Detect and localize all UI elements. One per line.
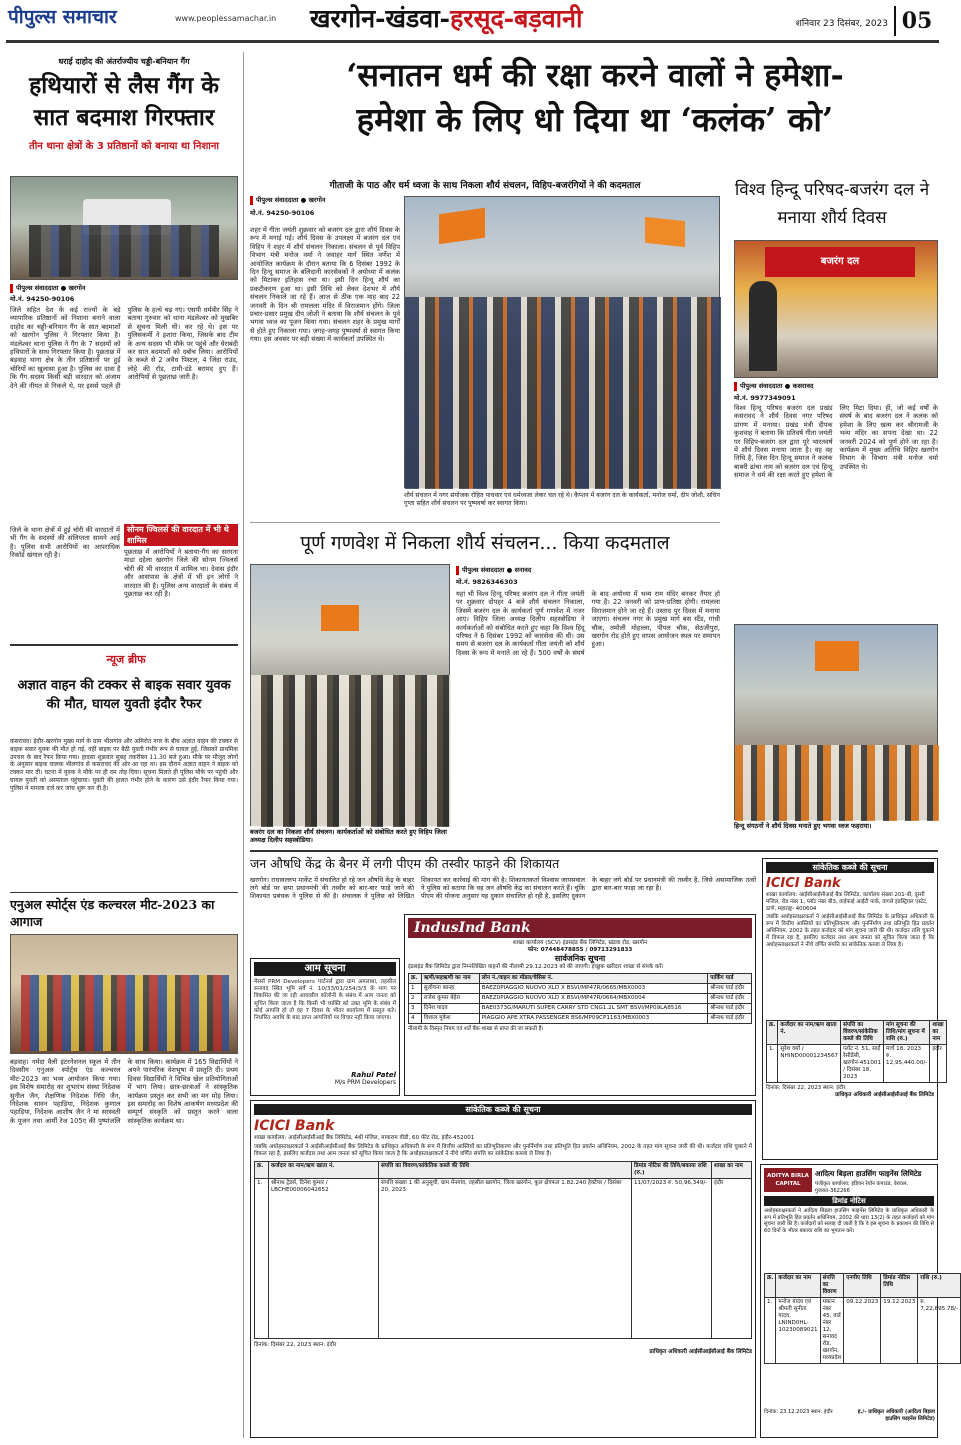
uniformed-marchers — [251, 675, 451, 827]
aditya-col-borrower: कर्जदार का नाम — [776, 1274, 820, 1298]
main-body-col2 — [252, 226, 253, 227]
public-notice-body: मेसर्स PRM Developers पार्टनर्स द्वारा ग्राम अमलाथा, तहसील सनावद स्थित भूमि सर्वे नं. 10/33/01/254/3/3 के भाग पर विकसित की जा रही आवासीय कॉलोनी के संबंध में आम जनता को सूचित किया जाता है कि किसी भी व्यक्ति को उक्त भूमि के संबंध में कोई आपत्ति हो तो वह 7 दिवस के भीतर कार्यालय में प्रस्तुत करे। निर्धारित अवधि के बाद प्राप्त आपत्तियों पर विचार नहीं किया जाएगा। — [254, 979, 396, 1022]
table-cell: राजेश कुमार बेहेरा — [421, 994, 479, 1004]
table-row — [409, 984, 752, 994]
aditya-date-place: दिनांक: 23.12.2023 स्थान: इंदौर — [764, 1409, 833, 1415]
saffron-flag-3 — [321, 605, 359, 631]
table-cell: सुलोचना कान्हा — [421, 984, 479, 994]
icici2-heading: सांकेतिक कब्जे की सूचना — [254, 1104, 752, 1115]
vhp-phone: मो.नं. 9977349091 — [734, 394, 796, 402]
issue-date: शनिवार 23 दिसंबर, 2023 — [795, 19, 888, 29]
aditya-col-npa: एनपीए तिथि — [844, 1274, 881, 1298]
table-cell: 11/07/2023 रु. 50,96,349/- — [632, 1179, 712, 1339]
table-cell: 19.12.2023 — [881, 1298, 918, 1364]
aditya-address: पंजीकृत कार्यालय: इंडियन रेयॉन कंपाउंड, वेरावल, गुजरात-362266 — [815, 1181, 909, 1194]
main-phone: मो.नं. 94250-90106 — [250, 209, 315, 217]
table-cell: PIAGGIO APE XTRA PASSENGER BS6/MP09CP1163/MBX0003 — [479, 1014, 708, 1024]
gang-byline: पीपुल्स संवाददाता ● खरगोन — [10, 284, 120, 293]
table-cell: BAEZ0PIAGGIO NUOVO XLD X BSVI/MP47R/0664/MBX0004 — [479, 994, 708, 1004]
gang-subhead-2: सोनम ज्विलर्स की वारदात में भी थे शामिल — [124, 524, 238, 546]
aditya-table-wrap — [764, 1273, 959, 1403]
table-cell: मार्च 18, 2023 रु. 12,95,440.00/- — [884, 1045, 930, 1083]
table-row — [255, 1179, 752, 1339]
table-cell: 3 — [409, 1004, 422, 1014]
table-cell: इंदौर — [712, 1179, 752, 1339]
region-title — [310, 2, 660, 36]
icici2-col-branch: शाखा का नाम — [712, 1162, 752, 1179]
table-row — [767, 1045, 947, 1083]
region-title-part-2: हरसूद-बड़वानी — [450, 4, 583, 33]
indusind-intro: इंडसइंड बैंक लिमिटेड द्वारा निम्नलिखित वाहनों की नीलामी 29.12.2023 को की जाएगी। इच्छुक खरीदार शाखा से संपर्क करें। — [408, 964, 664, 970]
table-cell: श्रीनाथ यार्ड इंदौर — [708, 984, 752, 994]
sports-event-photo — [10, 934, 238, 1054]
icici-notice-1 — [760, 854, 938, 855]
aditya-birla-notice — [760, 1164, 959, 1438]
table-cell: श्रीनाथ यार्ड इंदौर — [708, 994, 752, 1004]
main-subhead: गीताजी के पाठ और धर्म ध्वजा के साथ निकला शौर्य संचलन, विहिप-बजरंगियों ने की कदमताल — [329, 181, 641, 191]
indusind-heading: सार्वजनिक सूचना — [554, 954, 606, 963]
brief-rule — [10, 644, 238, 646]
aditya-company: आदित्य बिड़ला हाउसिंग फाइनेंस लिमिटेड — [815, 1169, 922, 1178]
table-cell: 1. — [767, 1045, 778, 1083]
public-notice-box — [250, 958, 400, 1096]
dancers-group — [21, 975, 229, 1051]
icici2-sign: प्राधिकृत अधिकारी आईसीआईसीआई बैंक लिमिटेड — [649, 1349, 752, 1356]
icici1-sign: प्राधिकृत अधिकारी आईसीआईसीआई बैंक लिमिटेड — [835, 1092, 934, 1099]
seated-crowd — [735, 745, 939, 821]
icici2-table — [254, 1161, 752, 1339]
icici2-col-property: संपत्ति का विवरण/सांकेतिक कब्जे की तिथि — [379, 1162, 632, 1179]
region-title-part-1: खरगोन-खंडवा- — [310, 4, 451, 33]
icici1-heading: सांकेतिक कब्जे की सूचना — [766, 862, 934, 873]
aditya-col-notice: डिमांड नोटिस तिथि — [881, 1274, 918, 1298]
procession-photo-large — [404, 196, 720, 488]
icici2-intro: जबकि अधोहस्ताक्षरकर्ता ने आईसीआईसीआई बैंक लिमिटेड के प्राधिकृत अधिकारी के रूप में वित्तीय आस्तियों का प्रतिभूतिकरण और पुनर्निर्माण तथा प्रतिभूति हित प्रवर्तन अधिनियम, 2002 के तहत मांग सूचना जारी की थी। कर्जदार राशि चुकाने में विफल रहा है, इसलिए कर्जदार तथा आम जनता को सूचित किया जाता है कि अधोहस्ताक्षरकर्ता ने नीचे वर्णित संपत्ति का सांकेतिक कब्जा ले लिया है। — [254, 1144, 752, 1158]
indusind-col-loan: लोन नं./वाहन का मॉडल/चेसिस नं. — [479, 974, 708, 984]
aditya-birla-logo-line-1: ADITYA BIRLA — [767, 1173, 809, 1179]
table-cell: इंदौर — [930, 1045, 946, 1083]
main-headline-line-1: ‘सनातन धर्म की रक्षा करने वालों ने हमेशा- — [346, 56, 844, 94]
gang-arrest-photo — [10, 176, 238, 280]
indusind-notice — [404, 914, 756, 1096]
aditya-table — [764, 1273, 961, 1364]
table-cell: 4 — [409, 1014, 422, 1024]
aditya-col-sr: क्र. — [765, 1274, 776, 1298]
table-row — [409, 1014, 752, 1024]
vhp-headline: विश्व हिन्दू परिषद-बजरंग दल ने मनाया शौर्य दिवस — [734, 180, 930, 228]
main-bottom-rule — [250, 522, 720, 523]
gang-headline: हथियारों से लैस गैंग के सात बदमाश गिरफ्तार — [29, 72, 219, 131]
brief-label: न्यूज ब्रीफ — [106, 653, 146, 666]
icici2-address: शाखा कार्यालय: आईसीआईसीआई बैंक लिमिटेड, 4थी मंजिल, मायाराम वीडी, 60 फीट रोड, इंदौर-452001 — [254, 1135, 475, 1141]
sports-headline: एनुअल स्पोर्ट्स एंड कल्चरल मीट-2023 का आगाज — [10, 897, 215, 929]
indusind-col-sr: क्र. — [409, 974, 422, 984]
flag-photo-caption: हिन्दू संगठनों ने शौर्य दिवस मनाते हुए भगवा ध्वज फहराया। — [734, 822, 872, 830]
table-cell: 1. — [255, 1179, 269, 1339]
main-body: शहर में गीता जयंती शुक्रवार को बजरंग दल द्वारा शौर्य दिवस के रूप में मनाई गई। शौर्य दिवस के उपलक्ष्य में बजरंग दल एवं विहिप ने शहर में शौर्य संचलन निकाला। संचलन से पूर्व विहिप विभाग मंत्री मनोज वर्मा ने जवाहर मार्ग स्थित वर्णेश में आयोजित कार्यक्रम के दौरान बताया कि 6 दिसंबर 1992 के दिन हिन्दू समाज के बलिदानी कारसेवकों ने अयोध्या में कलंक को मिटाकर इतिहास रचा था। इसी दिन हिन्दू शौर्य का प्रकटीकरण हुआ था। इसी तिथि को लेकर देशभर में शौर्य संचलन निकाले जा रहे हैं। आज से ठीक एक माह बाद 22 जनवरी के दिन श्री रामलला मंदिर में विराजमान होंगे। जिला प्रचार-प्रसार प्रमुख दीप जोशी ने बताया कि शौर्य संचलन के पूर्व भगवा ध्वज का पूजन किया गया। संचलन शहर के प्रमुख मार्गों से होते हुए निकाला गया। जगह-जगह पुष्पवर्षा से स्वागत किया गया। इस अवसर पर बड़ी संख्या में कार्यकर्ता उपस्थित थे। — [250, 226, 400, 344]
indusind-col-yard: पार्किंग यार्ड — [708, 974, 752, 984]
table-cell: श्रीनाथ यार्ड इंदौर — [708, 1004, 752, 1014]
sanchalan-photo-caption: बजरंग दल का निकला शौर्य संचलन। कार्यकर्ताओं को संबोधित करते हुए विहिप जिला अध्यक्ष दिलीप सहस्त्रोडिया। — [250, 828, 450, 848]
gang-body-2: पूछताछ में आरोपियों ने बताया-गैंग का सरगना माडा दहेला खरगोन जिले की सोनम ज्विलर्स चोरी की भी वारदात में शामिल था। देवास इंदौर और आसपास के क्षेत्रों में भी इन लोगों ने वारदात की है। पुलिस अन्य वारदातों के संबंध में पूछताछ कर रही है। — [124, 548, 238, 599]
sanchalan-phone: मो.नं. 9826346303 — [456, 578, 518, 586]
saffron-flag-4 — [815, 641, 859, 671]
speaker-figure — [749, 281, 777, 371]
icici1-col-property: संपत्ति का विवरण/सांकेतिक कब्जे की तिथि — [841, 1021, 884, 1045]
brand-logo: पीपुल्स समाचार — [8, 6, 117, 28]
indusind-phone: फोन: 07448478855 / 09713291833 — [527, 947, 633, 953]
page-number: 05 — [894, 6, 938, 36]
masthead-rule — [6, 40, 939, 43]
icici2-col-sr: क्र. — [255, 1162, 269, 1179]
marching-crowd — [405, 297, 721, 489]
icici1-logo: ICICI Bank — [766, 876, 841, 891]
table-cell: रु. 7,22,895.78/- — [918, 1298, 961, 1364]
aditya-intro: अधोहस्ताक्षरकर्ता ने आदित्य बिड़ला हाउसिंग फाइनेंस लिमिटेड के प्राधिकृत अधिकारी के रूप में प्रतिभूति हित प्रवर्तन अधिनियम, 2002 की धारा 13(2) के तहत कर्जदारों को मांग सूचना जारी की है। कर्जदारों को सलाह दी जाती है कि वे इस सूचना के प्रकाशन की तिथि से 60 दिनों के भीतर बकाया राशि का भुगतान करें। — [764, 1208, 934, 1234]
left-column-divider — [243, 52, 244, 1438]
table-cell: मनोज यादव एवं श्रीमती सुनीता यादव, LNIND0HL-10230089021 — [776, 1298, 820, 1364]
indusind-branch: शाखा कार्यालय (SCV) इंडसइंड बैंक लिमिटेड, खंडवा रोड, खरगोन — [512, 940, 648, 946]
gang-kicker: धराई दाहोद की अंतर्राज्यीय चड्डी-बनियान गैंग — [58, 57, 190, 66]
icici2-col-borrower: कर्जदार का नाम/ऋण खाता नं. — [269, 1162, 379, 1179]
janaushadhi-headline: जन औषधि केंद्र के बैनर में लगी पीएम की तस्वीर फाड़ने की शिकायत — [250, 856, 560, 871]
table-cell: 2 — [409, 994, 422, 1004]
table-cell: 1 — [409, 984, 422, 994]
gang-body: जिले सहित देश के कई राज्यों के बड़े व्यापारिक प्रतिष्ठानों को निशाना बनाने वाला दाहोद का चड्डी-बनियान गैंग के सात बदमाशों को खरगोन पुलिस ने गिरफ्तार किया है। मंडलेश्वर थाना पुलिस ने गैंग के 7 सदस्यों को हथियारों के साथ गिरफ्तार किया है। पूछताछ में बड़वाह थाना क्षेत्र के तीन प्रतिष्ठानों पर हुई चोरियों का खुलासा हुआ है। पुलिस का दावा है कि गैंग सदस्य किसी बड़ी वारदात को अंजाम देने की नीयत से निकले थे, पर इससे पहले ही पुलिस के हत्थे चढ़ गए। एसपी धर्मवीर सिंह ने बताया गुरुवार को थाना मंडलेश्वर को मुखबिर से सूचना मिली थी। कर रहे थे। इस पर पुलिसकर्मी ने इशारा किया, जिसके बाद टीम के अन्य सदस्य भी मौके पर पहुंचे और घेराबंदी कर सात बदमाशों को दबोच लिया। आरोपियों के कब्जे से 2 अवैध पिस्टल, 4 जिंदा राउंड, लोहे की रॉड, टामी-डंडे बरामद हुए हैं। आरोपियों से पूछताछ जारी है। — [10, 306, 238, 390]
indusind-col-name: ऋणी/सहऋणी का नाम — [421, 974, 479, 984]
icici1 — [762, 858, 944, 1160]
indusind-logo: IndusInd Bank — [408, 918, 752, 938]
aditya-birla-logo — [764, 1168, 812, 1192]
gang-subhead: तीन थाना क्षेत्रों के 3 प्रतिष्ठानों को बनाया था निशाना — [29, 141, 219, 152]
vhp-stage-photo — [734, 240, 938, 378]
table-row — [765, 1298, 961, 1364]
table-cell: प्लॉट नं. 51, साईं रेसीडेंसी, खरगोन-451001 / दिसंबर 18, 2023 — [841, 1045, 884, 1083]
icici1-col-borrower: कर्जदार का नाम/ऋण खाता नं. — [778, 1021, 841, 1045]
aditya-birla-logo-line-2: CAPITAL — [775, 1181, 801, 1187]
icici2-col-demand: डिमांड नोटिस की तिथि/बकाया राशि (रु.) — [632, 1162, 712, 1179]
aditya-col-amount: राशि (रु.) — [918, 1274, 961, 1298]
table-cell: BAE0373G/MARUTI SUPER CARRY STD CNG1.2L SMT BSVI/MP09LA8516 — [479, 1004, 708, 1014]
aditya-sign: ह./- प्राधिकृत अधिकारी (आदित्य बिड़ला हाउसिंग फाइनेंस लिमिटेड) — [857, 1409, 935, 1422]
table-cell: 1. — [765, 1298, 776, 1364]
icici1-col-branch: शाखा का नाम — [930, 1021, 946, 1045]
main-byline: पीपुल्स संवाददाता ● खरगोन — [250, 196, 390, 205]
main-headline-line-2: हमेशा के लिए धो दिया था ‘कलंक’ को’ — [356, 100, 834, 139]
sanchalan-body: यहां भी विश्व हिन्दू परिषद बजरंग दल ने गीता जयंती पर शुक्रवार दोपहर 4 बजे शौर्य संचलन निकाला, जिसमें बजरंग दल के कार्यकर्ता पूर्ण गणवेश में नजर आए। विहिप जिला अध्यक्ष दिलीप सहस्त्रोडिया ने कार्यकर्ताओं को संबोधित करते हुए कहा कि विश्व हिंदू परिषद ने 6 दिसंबर 1992 को कारसेवा की थी। उस समय से बजरंग दल के कार्यकर्ता गीता जयंती को शौर्य दिवस के रूप में मनाते आ रहे हैं। 500 वर्षों के संघर्ष के बाद अयोध्या में भव्य राम मंदिर बनकर तैयार हो गया है। 22 जनवरी को प्राण-प्रतिष्ठा होगी। रामलला विराजमान होने जा रहे हैं। उस्ताद पुर दिवस में मनाया जाएगा। संचलन नगर के प्रमुख मार्ग बस स्टैंड, गांधी चौक, तमोली मोहल्ला, पीपल चौक, सेठजीपुरा, खरगोन रोड होते हुए वापस आयोजन स्थल पर समापन हुआ। — [456, 590, 720, 657]
sports-body: बड़वाह। नर्मदा वैली इंटरनेशनल स्कूल में तीन दिवसीय एनुअल स्पोर्ट्स एंड कल्चरल मीट-2023 का भव्य आयोजन किया गया। इस विशेष समारोह का शुभारंभ संस्था निदेशक सुनील जैन, शैक्षणिक निदेशक निधि जैन, निदेशक सावन पहाड़िया, निदेशक कुणाल पहाड़िया, निदेशक आशीष जैन ने मां सरस्वती के पूजन तथा आर्मी रेज 105ए की पुष्पांजलि के साथ किया। कार्यक्रम में 165 विद्यार्थियों ने अपने पारंपरिक वेशभूषा में प्रस्तुति दी। प्रथम दिवस विद्यार्थियों ने विभिन्न खेल प्रतियोगिताओं में भाग लिया। छात्र-छात्राओं ने सांस्कृतिक कार्यक्रम प्रस्तुत कर सभी का मन मोह लिया। इस समारोह का विशेष आकर्षण मध्यप्रदेश की सम्पूर्ण संस्कृति को प्रस्तुत करने वाला सांस्कृतिक कार्यक्रम था। — [10, 1058, 238, 1125]
icici2-date-place: दिनांक: दिसंबर 22, 2023 स्थान: इंदौर — [254, 1342, 337, 1349]
indusind-table — [408, 973, 752, 1024]
table-cell: संपत्ति संख्या 1 की अनुसूची, ग्राम मेनगांव, तहसील खरगोन, जिला खरगोन, कुल क्षेत्रफल 1.82.240 हेक्टेयर / दिसंबर 20, 2023 — [379, 1179, 632, 1339]
janaushadhi-body: खरगोन। राधावल्लभ मार्केट में संचालित हो रहे जन औषधि केंद्र के बाहर लगे बोर्ड पर छपा प्रधानमंत्री की तस्वीर को बार-बार फाड़े जाने की शिकायत प्रबंधक ने पुलिस से की है। संचालक ने पुलिस को लिखित शिकायत कर कार्रवाई की मांग की है। शिकायतकर्ता विश्वास जायसवाल ने पुलिस को बताया कि वह जन औषधि केंद्र का संचालन करते हैं। चूंकि पीएम की योजना अनुसार यह दुकान संचालित हो रही है, इसलिए दुकान के बाहर लगे बोर्ड पर प्रधानमंत्री की तस्वीर है, जिसे असामाजिक तत्वों द्वारा बार-बार फाड़ा जा रहा है। — [250, 876, 756, 901]
arrested-group — [29, 225, 219, 277]
table-cell: मकान नंबर 45, वार्ड नंबर 12, सनावद रोड, खरगोन, मध्यप्रदेश — [820, 1298, 844, 1364]
stage-banner: बजरंग दल — [765, 247, 915, 277]
aditya-heading: डिमांड नोटिस — [764, 1196, 934, 1206]
brief-headline: अज्ञात वाहन की टक्कर से बाइक सवार युवक की मौत, घायल युवती इंदौर रैफर — [17, 678, 231, 712]
table-cell: 09.12.2023 — [844, 1298, 881, 1364]
public-notice-signature: Rahul Patel — [351, 1071, 396, 1079]
icici1-col-demand: मांग सूचना की तिथि/मांग सूचना में राशि (रु.) — [884, 1021, 930, 1045]
gang-phone: मो.नं. 94250-90106 — [10, 295, 75, 303]
icici1-col-sr: क्र. — [767, 1021, 778, 1045]
vhp-body: विश्व हिन्दू परिषद बजरंग दल प्रखंड कसरावद ने शौर्य दिवस नगर परिषद प्रांगण में मनाया। प्रखंड मंत्री दीपक कुशवाह ने बताया कि प्रतिवर्ष गीता जयंती पर विहिप-बजरंग दल द्वारा पूरे भारतवर्ष में शौर्य दिवस मनाया जाता है। वह वह तिथि है, जिस दिन हिन्दू समाज ने कलंक बाबरी ढांचा नाम को बजरंग दल एवं हिन्दू समाज ने धर्म की रक्षा करते हुए हमेशा के लिए मिटा दिया। ही, जो कई वर्षों के संघर्ष के बाद बजरंग दल ने कलंक को हमेशा के लिए खत्म कर श्रीरामजी के भव्य मंदिर का सपना देखा था। 22 जनवरी 2024 को पूर्ण होने जा रहा है। कार्यक्रम में मुख्य अतिथि विहिप खरगोन विभाग के विभाग मंत्री मनोज वर्मा उपस्थित थे। — [734, 404, 938, 480]
sports-rule — [10, 892, 238, 893]
table-row — [409, 1004, 752, 1014]
public-notice-heading: आम सूचना — [254, 962, 396, 976]
gang-body-continued: जिले के थाना क्षेत्रों में हुई चोरी की वारदातों में भी गैंग के सदस्यों की संलिप्तता सामने आई है। पुलिस सभी आरोपियों का आपराधिक रिकॉर्ड खंगाल रही है। — [10, 526, 120, 560]
brief-body: कसरावद। इंदौर-खरगोन मुख्य मार्ग के ग्राम भीलगांव और अमिरोत नगर के बीच अज्ञात वाहन की टक्कर से बाइक सवार युवक की मौत हो गई, वहीं बाइक पर बैठी युवती गंभीर रूप से घायल हुई, जिसको प्राथमिक उपचार के बाद रैफर किया गया। हादसा शुक्रवार सुबह तकरीबन 11.30 बजे हुआ। मौके पर मौजूद लोगों के अनुसार बाइक चालक भीलगांव से कसरावद की ओर आ रहा था। इस दौरान अज्ञात वाहन ने बाइक को टक्कर मार दी। घटना में युवक ने मौके पर ही दम तोड़ दिया। सूचना मिलते ही पुलिस मौके पर पहुंची और घायल युवती को अस्पताल पहुंचाया। युवती की हालत गंभीर होने के कारण उसे इंदौर रैफर किया गया। पुलिस ने मामला दर्ज कर जांच शुरू कर दी है। — [10, 738, 238, 792]
table-cell: BAEZ0PIAGGIO NUOVO XLD X BSVI/MP47R/0665/MBX0003 — [479, 984, 708, 994]
saffron-flag-2 — [645, 217, 685, 247]
table-row — [409, 994, 752, 1004]
icici1-table — [766, 1020, 947, 1083]
sanchalan-photo — [250, 564, 450, 826]
middle-rule — [250, 850, 938, 852]
table-cell: दिनेश यादव — [421, 1004, 479, 1014]
public-notice-signer: M/s PRM Developers — [334, 1079, 396, 1086]
saffron-flag — [439, 208, 485, 244]
flag-hoisting-photo — [734, 624, 938, 820]
main-photo-caption: शौर्य संचलन में नगर संयोजक रोहित पाचवार एवं धर्मध्वजा लेकर चल रहे थे। कैप्शन में बजरंग दल के कार्यकर्ता, मनोज वर्मा, दीप जोशी, सचिन गुप्ता सहित शौर्य संचलन पर पुष्पवर्षा कर स्वागत किया। — [404, 492, 720, 507]
table-cell: श्रीनाथ यार्ड इंदौर — [708, 1014, 752, 1024]
vhp-byline: पीपुल्स संवाददाता ● कसरावद — [734, 382, 874, 391]
aditya-col-property: संपत्ति का विवरण — [820, 1274, 844, 1298]
icici1-intro: जबकि अधोहस्ताक्षरकर्ता ने आईसीआईसीआई बैंक लिमिटेड के प्राधिकृत अधिकारी के रूप में वित्तीय आस्तियों का प्रतिभूतिकरण और पुनर्निर्माण तथा प्रतिभूति हित प्रवर्तन अधिनियम, 2002 के तहत कर्जदार को मांग सूचना जारी की थी। कर्जदार राशि चुकाने में विफल रहा है, इसलिए कर्जदार तथा आम जनता को सूचित किया जाता है कि अधोहस्ताक्षरकर्ता ने नीचे वर्णित संपत्ति का सांकेतिक कब्जा ले लिया है। — [766, 914, 934, 948]
icici1-date-place: दिनांक: दिसंबर 22, 2023 स्थान: इंदौर — [766, 1085, 846, 1092]
table-cell: विशाल मुकेश — [421, 1014, 479, 1024]
table-cell: श्रीनाथ ट्रेडर्स, दिनेश कुमार / LBCHE00006042652 — [269, 1179, 379, 1339]
sanchalan-byline: पीपुल्स संवाददाता ● सनावद — [456, 566, 576, 575]
icici2 — [250, 1100, 756, 1438]
sanchalan-headline: पूर्ण गणवेश में निकला शौर्य संचलन... किया कदमताल — [300, 532, 670, 554]
icici2-logo: ICICI Bank — [254, 1118, 335, 1134]
website: www.peoplessamachar.in — [175, 14, 277, 23]
indusind-footer: नीलामी के विस्तृत नियम एवं शर्तें बैंक शाखा से प्राप्त की जा सकती हैं। — [408, 1026, 544, 1032]
table-cell: सुरेश वर्मा / NHIND00001234567 — [778, 1045, 841, 1083]
icici1-address: शाखा कार्यालय: आईसीआईसीआई बैंक लिमिटेड, कार्यालय संख्या 201-बी, दूसरी मंजिल, रोड नंबर 1, प्लॉट नंबर बी3, वाईफाई आईटी पार्क, वागले इंडस्ट्रियल एस्टेट, ठाणे, महाराष्ट्र- 400604 — [766, 892, 928, 912]
